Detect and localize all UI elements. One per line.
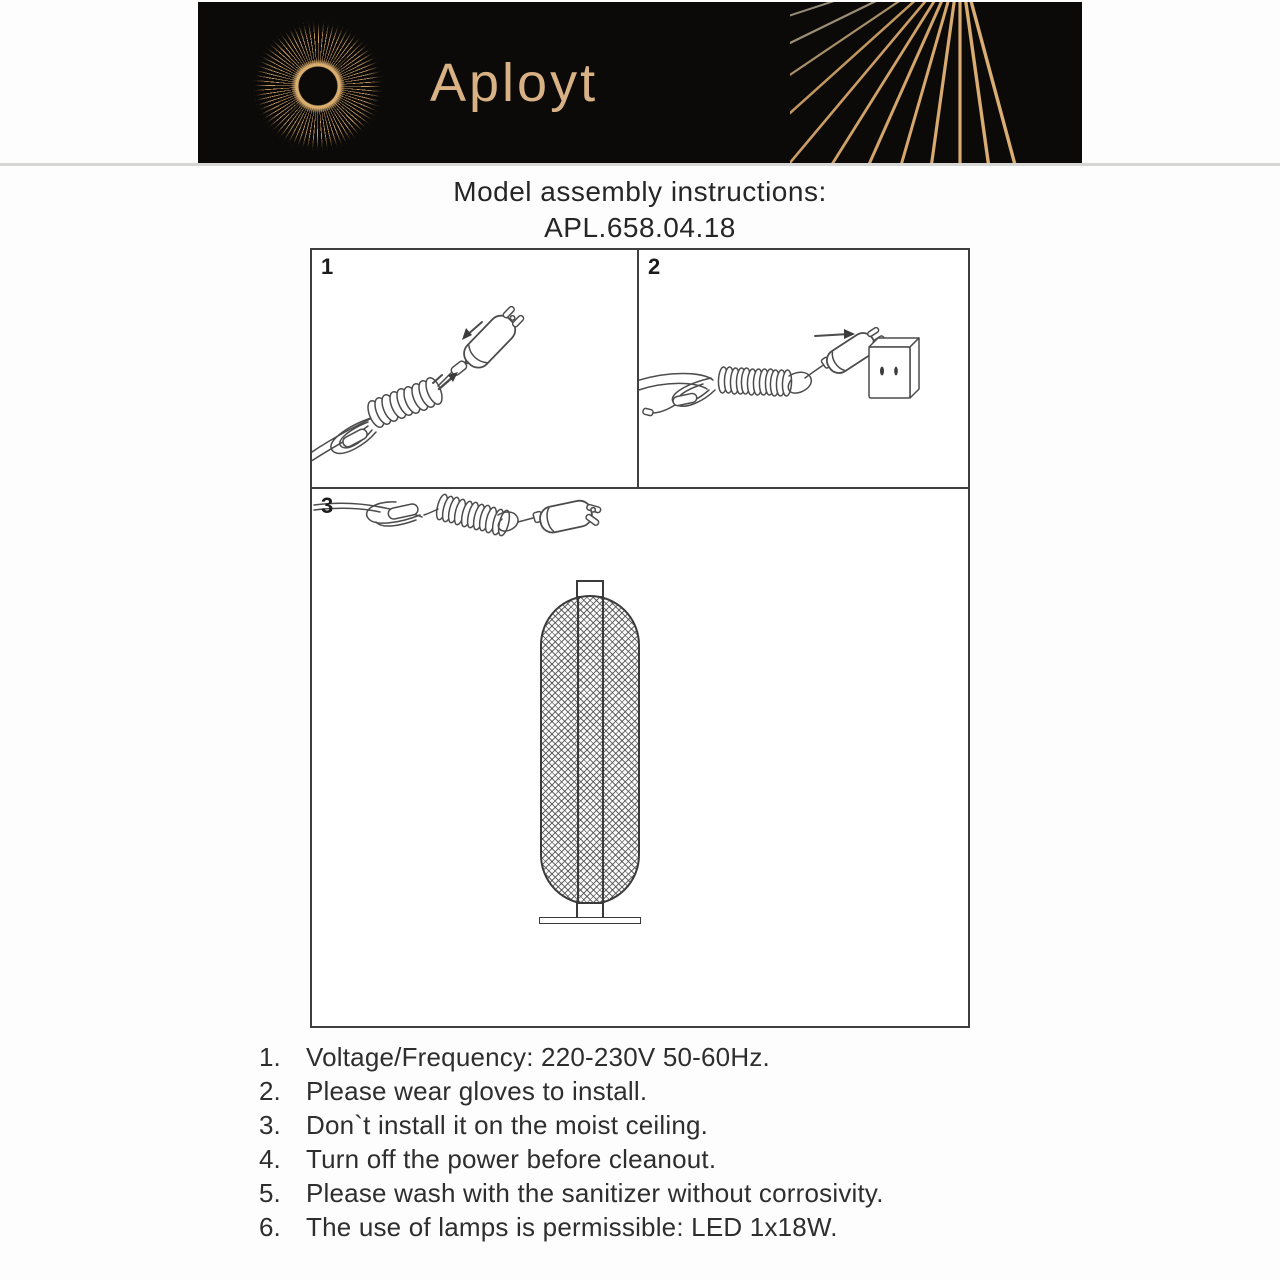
- sunburst-logo-icon: [254, 22, 382, 150]
- instruction-item: [259, 1212, 1019, 1243]
- lamp-frame-wire: [602, 598, 604, 903]
- item-text: Don`t install it on the moist ceiling.: [306, 1110, 709, 1140]
- item-number: 5.: [259, 1178, 281, 1208]
- title-block: [0, 174, 1280, 246]
- item-number: 1.: [259, 1042, 281, 1072]
- lamp-frame-wire: [577, 598, 579, 903]
- header-divider: [0, 163, 1280, 166]
- instruction-item: [259, 1076, 1019, 1107]
- item-text: The use of lamps is permissible: LED 1x18W.: [306, 1212, 838, 1242]
- item-number: 6.: [259, 1212, 281, 1242]
- item-number: 2.: [259, 1076, 281, 1106]
- panel-step-3: [312, 489, 968, 1026]
- lamp-base: [539, 917, 641, 924]
- item-text: Please wash with the sanitizer without corrosivity.: [306, 1178, 884, 1208]
- page-title: Model assembly instructions:: [453, 176, 827, 207]
- panel-step-1: [312, 250, 639, 487]
- panel-number: 3: [321, 493, 334, 518]
- instruction-item: [259, 1144, 1019, 1175]
- panel-number: 2: [648, 254, 661, 279]
- item-text: Please wear gloves to install.: [306, 1076, 648, 1106]
- model-number: APL.658.04.18: [544, 212, 736, 243]
- decorative-rays-icon: [790, 2, 1082, 163]
- lamp-cord-illustration: [312, 489, 684, 569]
- lamp-mesh-shade: [540, 595, 640, 905]
- plug-into-outlet-illustration: [639, 250, 968, 485]
- panel-step-2: [639, 250, 968, 487]
- instruction-item: [259, 1042, 1019, 1073]
- brand-name: Aployt: [430, 52, 599, 113]
- instruction-list: [259, 1042, 1019, 1246]
- cord-adapter-connect-illustration: [312, 250, 637, 485]
- instruction-item: [259, 1178, 1019, 1209]
- brand-banner: [198, 2, 1082, 163]
- item-number: 4.: [259, 1144, 281, 1174]
- item-text: Voltage/Frequency: 220-230V 50-60Hz.: [306, 1042, 770, 1072]
- item-number: 3.: [259, 1110, 281, 1140]
- item-text: Turn off the power before cleanout.: [306, 1144, 717, 1174]
- instruction-item: [259, 1110, 1019, 1141]
- panel-number: 1: [321, 254, 334, 279]
- diagram-grid: [310, 248, 970, 1028]
